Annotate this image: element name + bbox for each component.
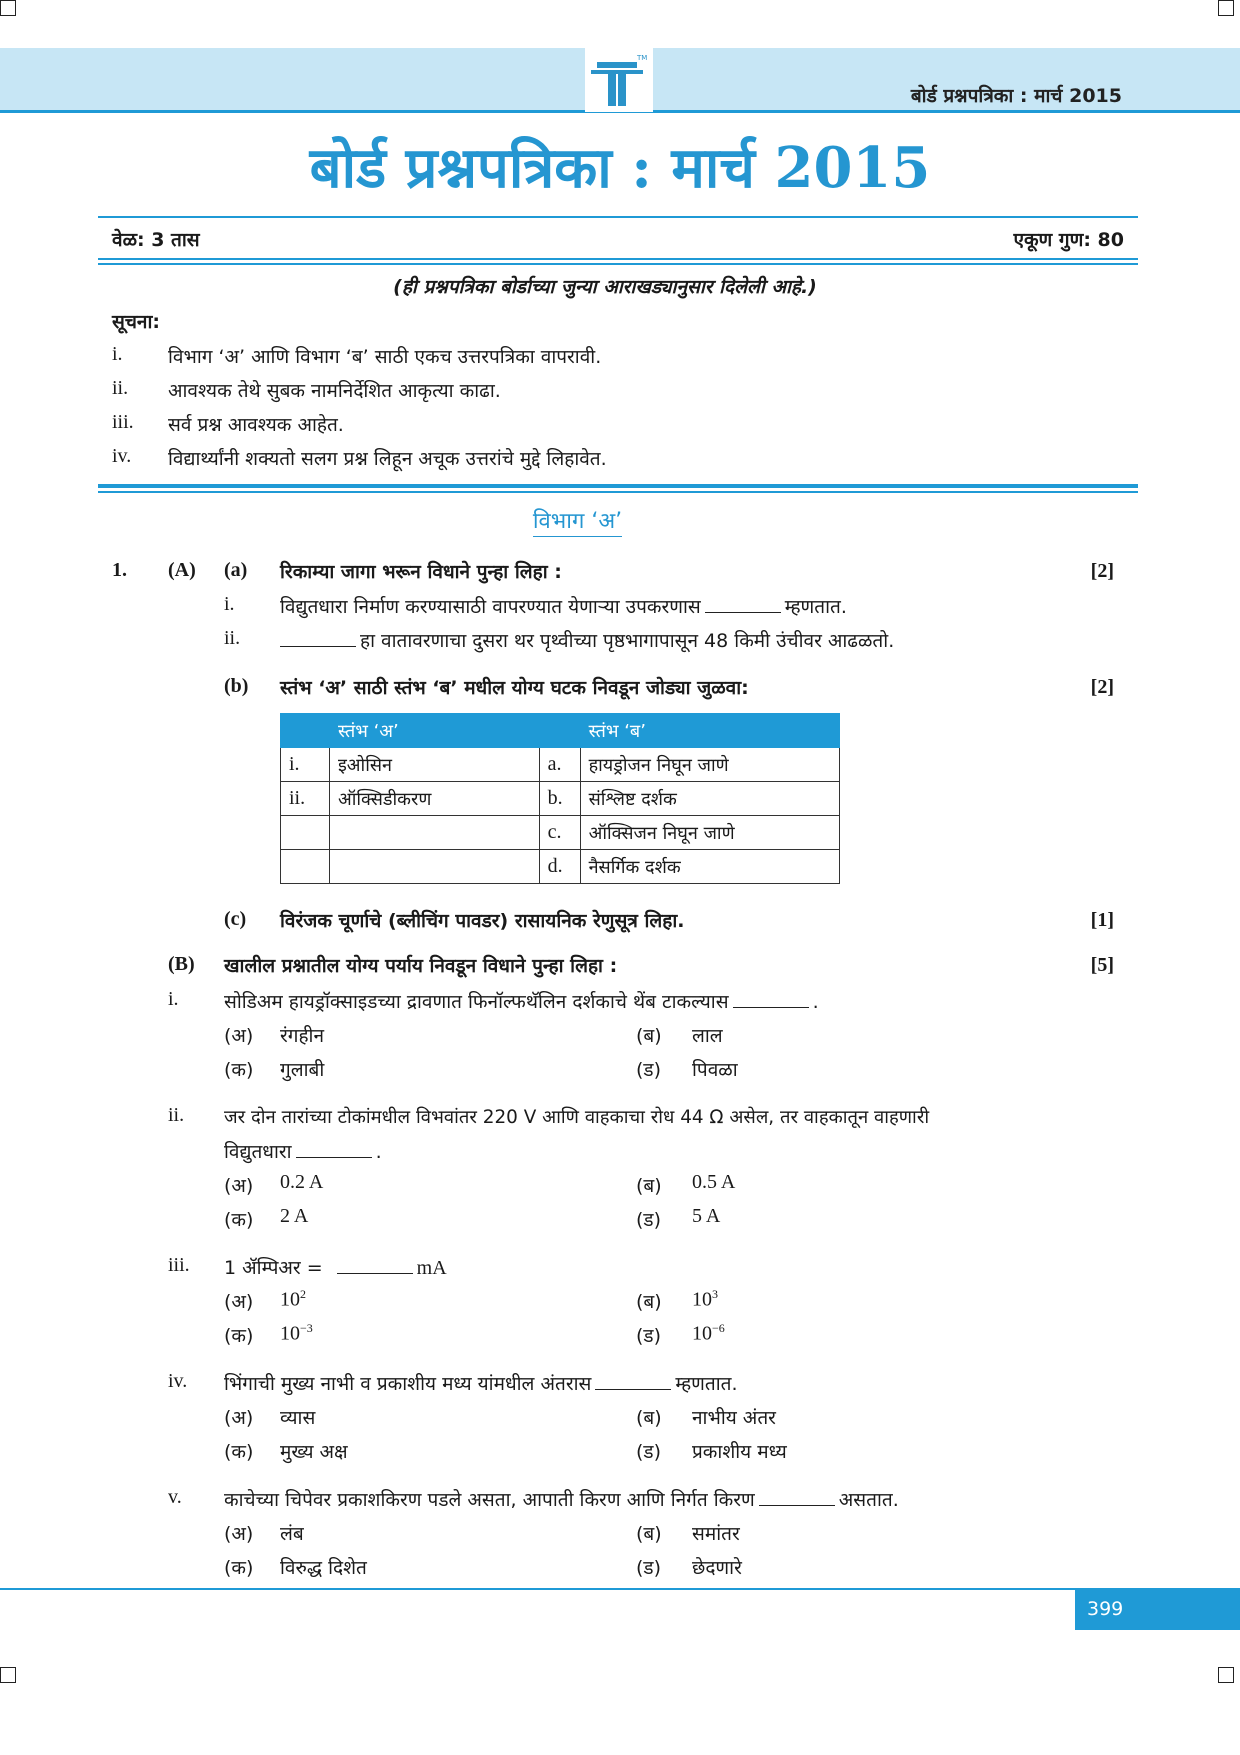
table-header-cell xyxy=(281,714,330,748)
option-label: (ब) xyxy=(636,1523,662,1545)
option-label: (अ) xyxy=(224,1291,254,1313)
option-text: समांतर xyxy=(692,1523,740,1545)
table-cell xyxy=(281,850,330,884)
option-value xyxy=(280,1287,306,1312)
part-B-marks: [5] xyxy=(1090,954,1114,976)
logo-trademark: TM xyxy=(637,54,648,62)
exam-time: वेळ: 3 तास xyxy=(112,229,200,251)
option-base: 10 xyxy=(692,1322,712,1345)
option-exponent: −6 xyxy=(712,1321,725,1335)
footer-rule xyxy=(0,1588,1240,1590)
meta-rule-bottom-1 xyxy=(98,258,1138,260)
option-label: (क) xyxy=(224,1557,254,1579)
answer-blank xyxy=(280,646,356,647)
option-label: (अ) xyxy=(224,1025,254,1047)
mcq-stem-after: असतात. xyxy=(838,1489,899,1511)
answer-blank xyxy=(705,612,781,613)
option-label: (अ) xyxy=(224,1523,254,1545)
instruction-num: ii. xyxy=(112,377,129,399)
option-value xyxy=(692,1321,725,1346)
mcq-num: iii. xyxy=(168,1254,190,1276)
option-label: (क) xyxy=(224,1209,254,1231)
option-text: नाभीय अंतर xyxy=(692,1407,776,1429)
instruction-text: विद्यार्थ्यांनी शक्यतो सलग प्रश्न लिहून अचूक उत्तरांचे मुद्दे लिहावेत. xyxy=(168,448,607,470)
option-text: 2 A xyxy=(280,1205,309,1227)
match-table xyxy=(280,713,840,884)
answer-blank xyxy=(337,1273,413,1274)
mcq-stem xyxy=(224,1370,738,1396)
item-text-after: हा वातावरणाचा दुसरा थर पृथ्वीच्या पृष्ठभागापासून 48 किमी उंचीवर आढळतो. xyxy=(360,630,895,652)
logo-icon xyxy=(585,48,653,112)
option-label: (ब) xyxy=(636,1407,662,1429)
option-text: मुख्य अक्ष xyxy=(280,1441,348,1463)
fill-blank-item xyxy=(280,593,847,619)
table-cell: संश्लिष्ट दर्शक xyxy=(580,782,839,816)
table-cell: i. xyxy=(281,748,330,782)
mcq-stem xyxy=(224,1486,899,1512)
option-exponent: −3 xyxy=(300,1321,313,1335)
subpart-b-marks: [2] xyxy=(1090,676,1114,698)
option-label: (क) xyxy=(224,1325,254,1347)
instruction-text: विभाग ‘अ’ आणि विभाग ‘ब’ साठी एकच उत्तरपत्रिका वापरावी. xyxy=(168,346,602,368)
option-label: (ड) xyxy=(636,1557,661,1579)
part-B-heading: खालील प्रश्नातील योग्य पर्याय निवडून विधाने पुन्हा लिहा : xyxy=(224,955,618,977)
option-label: (अ) xyxy=(224,1175,254,1197)
option-text: 5 A xyxy=(692,1205,721,1227)
crop-mark-bottom-right xyxy=(1218,1667,1234,1683)
mcq-stem-after: . xyxy=(375,1141,382,1163)
mcq-stem-line2 xyxy=(224,1138,382,1164)
meta-rule-bottom-2 xyxy=(98,263,1138,265)
part-label-B: (B) xyxy=(168,953,195,975)
option-text: लंब xyxy=(280,1523,304,1545)
crop-mark-bottom-left xyxy=(0,1667,16,1683)
table-cell: इओसिन xyxy=(329,748,539,782)
answer-blank xyxy=(296,1157,372,1158)
answer-blank xyxy=(759,1505,835,1506)
option-text: छेदणारे xyxy=(692,1557,742,1579)
option-exponent: 3 xyxy=(712,1287,718,1301)
subpart-label-b: (b) xyxy=(224,675,249,697)
subpart-b-heading: स्तंभ ‘अ’ साठी स्तंभ ‘ब’ मधील योग्य घटक निवडून जोड्या जुळवा: xyxy=(280,677,749,699)
option-base: 10 xyxy=(280,1288,300,1311)
mcq-stem-text: काचेच्या चिपेवर प्रकाशकिरण पडले असता, आपाती किरण आणि निर्गत किरण xyxy=(224,1489,755,1511)
answer-blank xyxy=(595,1389,671,1390)
part-label-A: (A) xyxy=(168,559,196,581)
table-cell xyxy=(329,850,539,884)
option-text: प्रकाशीय मध्य xyxy=(692,1441,787,1463)
table-cell xyxy=(329,816,539,850)
table-cell: नैसर्गिक दर्शक xyxy=(580,850,839,884)
crop-mark-top-right xyxy=(1218,0,1234,16)
option-text: पिवळा xyxy=(692,1059,738,1081)
mcq-num: ii. xyxy=(168,1104,185,1126)
option-label: (अ) xyxy=(224,1407,254,1429)
table-cell xyxy=(281,816,330,850)
option-label: (ड) xyxy=(636,1325,661,1347)
item-num: ii. xyxy=(224,627,241,649)
option-text: लाल xyxy=(692,1025,723,1047)
mcq-stem-text: सोडिअम हायड्रॉक्साइडच्या द्रावणात फिनॉल्फथॅलिन दर्शकाचे थेंब टाकल्यास xyxy=(224,991,729,1013)
table-header-col-a: स्तंभ ‘अ’ xyxy=(329,714,539,748)
table-cell: हायड्रोजन निघून जाणे xyxy=(580,748,839,782)
total-marks: एकूण गुण: 80 xyxy=(1013,229,1124,251)
table-row xyxy=(281,748,840,782)
option-label: (ड) xyxy=(636,1059,661,1081)
option-label: (क) xyxy=(224,1059,254,1081)
item-text: विद्युतधारा निर्माण करण्यासाठी वापरण्यात येणाऱ्या उपकरणास xyxy=(280,596,701,618)
mcq-stem-after: म्हणतात. xyxy=(675,1373,738,1395)
subpart-a-heading: रिकाम्या जागा भरून विधाने पुन्हा लिहा : xyxy=(280,561,562,583)
instruction-num: iii. xyxy=(112,411,134,433)
section-rule-1 xyxy=(98,484,1138,488)
item-num: i. xyxy=(224,593,235,615)
running-title: बोर्ड प्रश्नपत्रिका : मार्च 2015 xyxy=(910,85,1122,107)
option-text: विरुद्ध दिशेत xyxy=(280,1557,367,1579)
question-number: 1. xyxy=(112,559,127,581)
page-number: 399 xyxy=(1075,1588,1240,1630)
mcq-stem-text: भिंगाची मुख्य नाभी व प्रकाशीय मध्य यांमधील अंतरास xyxy=(224,1373,592,1395)
mcq-num: v. xyxy=(168,1486,182,1508)
table-cell: a. xyxy=(539,748,580,782)
subpart-c-heading: विरंजक चूर्णाचे (ब्लीचिंग पावडर) रासायनिक रेणुसूत्र लिहा. xyxy=(280,910,685,932)
option-value xyxy=(692,1287,718,1312)
subpart-c-marks: [1] xyxy=(1090,909,1114,931)
option-base: 10 xyxy=(692,1288,712,1311)
option-label: (ब) xyxy=(636,1025,662,1047)
table-cell: ii. xyxy=(281,782,330,816)
mcq-stem-after: mA xyxy=(416,1257,447,1279)
meta-rule-top xyxy=(98,216,1138,218)
table-row xyxy=(281,782,840,816)
table-header-row xyxy=(281,714,840,748)
section-rule-2 xyxy=(98,491,1138,493)
paper-note: (ही प्रश्नपत्रिका बोर्डाच्या जुन्या आराखड्यानुसार दिलेली आहे.) xyxy=(393,276,817,298)
section-title-text: विभाग ‘अ’ xyxy=(533,509,622,537)
subpart-a-marks: [2] xyxy=(1090,560,1114,582)
table-row xyxy=(281,816,840,850)
publisher-logo xyxy=(585,48,653,112)
option-value xyxy=(280,1321,313,1346)
option-text: गुलाबी xyxy=(280,1059,325,1081)
table-cell: ऑक्सिडीकरण xyxy=(329,782,539,816)
table-row xyxy=(281,850,840,884)
fill-blank-item xyxy=(280,627,894,653)
option-text: 0.5 A xyxy=(692,1171,736,1193)
table-cell: b. xyxy=(539,782,580,816)
instruction-text: आवश्यक तेथे सुबक नामनिर्देशित आकृत्या काढा. xyxy=(168,380,501,402)
mcq-stem-after: . xyxy=(812,991,819,1013)
subpart-label-c: (c) xyxy=(224,908,247,930)
table-cell: d. xyxy=(539,850,580,884)
table-cell: ऑक्सिजन निघून जाणे xyxy=(580,816,839,850)
option-label: (क) xyxy=(224,1441,254,1463)
option-label: (ड) xyxy=(636,1441,661,1463)
answer-blank xyxy=(733,1007,809,1008)
mcq-stem-text-2: विद्युतधारा xyxy=(224,1141,292,1163)
option-text: 0.2 A xyxy=(280,1171,324,1193)
mcq-num: iv. xyxy=(168,1370,188,1392)
instruction-text: सर्व प्रश्न आवश्यक आहेत. xyxy=(168,414,344,436)
table-header-cell xyxy=(539,714,580,748)
option-label: (ब) xyxy=(636,1175,662,1197)
table-header-col-b: स्तंभ ‘ब’ xyxy=(580,714,839,748)
item-text-after: म्हणतात. xyxy=(784,596,847,618)
subpart-label-a: (a) xyxy=(224,559,248,581)
option-exponent: 2 xyxy=(300,1287,306,1301)
option-text: व्यास xyxy=(280,1407,316,1429)
table-cell: c. xyxy=(539,816,580,850)
option-label: (ड) xyxy=(636,1209,661,1231)
mcq-stem-text: 1 ॲम्पिअर = xyxy=(224,1257,323,1279)
instruction-num: iv. xyxy=(112,445,132,467)
instructions-heading: सूचना: xyxy=(112,311,160,333)
mcq-stem-text: जर दोन तारांच्या टोकांमधील विभवांतर 220 V आणि वाहकाचा रोध 44 Ω असेल, तर वाहकातून वाहणारी xyxy=(224,1107,930,1128)
option-label: (ब) xyxy=(636,1291,662,1313)
section-title xyxy=(0,505,1155,535)
mcq-num: i. xyxy=(168,988,179,1010)
page-title: बोर्ड प्रश्नपत्रिका : मार्च 2015 xyxy=(309,135,931,201)
mcq-stem xyxy=(224,1254,447,1280)
mcq-stem xyxy=(224,988,819,1014)
crop-mark-top-left xyxy=(0,0,16,16)
instruction-num: i. xyxy=(112,343,123,365)
option-text: रंगहीन xyxy=(280,1025,325,1047)
option-base: 10 xyxy=(280,1322,300,1345)
